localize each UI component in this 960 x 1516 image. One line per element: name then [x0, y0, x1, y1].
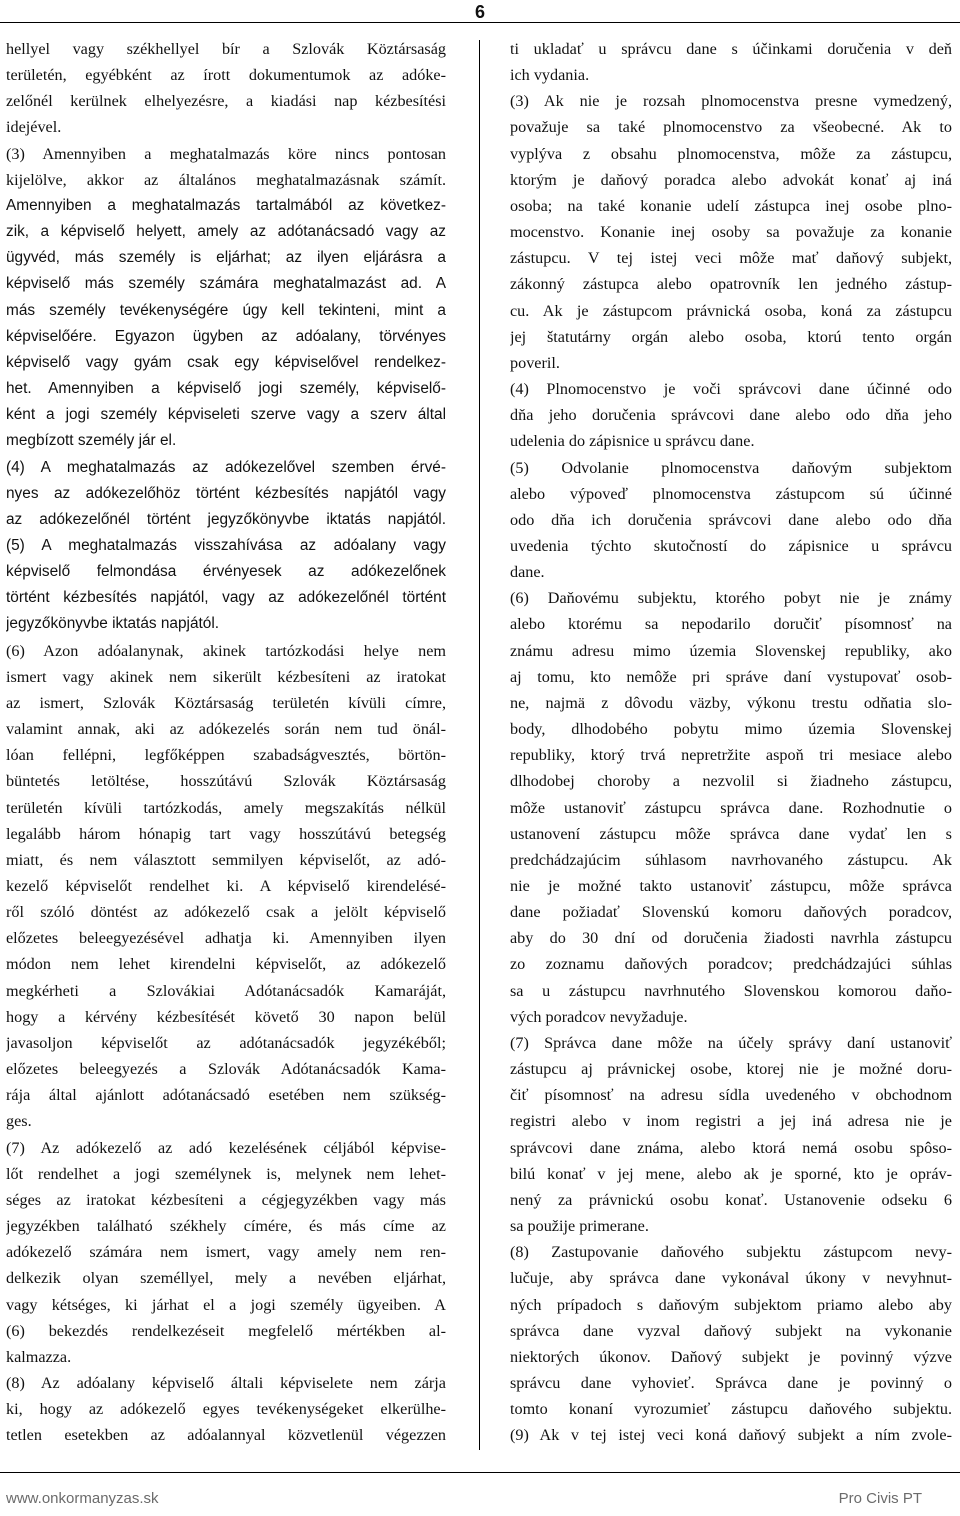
- text-line: valamint annak, aki az adókezelés során nem tud önál-: [6, 720, 446, 739]
- text-line: bilú konať v jej mene, alebo ak je sporné, kto je opráv-: [510, 1164, 952, 1183]
- footer-website: www.onkormanyzas.sk: [6, 1490, 159, 1507]
- text-line: het. Amennyiben a képviselő jogi személy, képviselő-: [6, 380, 446, 398]
- text-line: történt kézbesítés napjától, vagy az adókezelőnél történt: [6, 589, 446, 607]
- text-line: správcovi dane známa, alebo ktorá nemá osobu spôso-: [510, 1138, 952, 1157]
- text-line: ként a jogi személy képviseleti szerve vagy a szerv által: [6, 406, 446, 424]
- text-line: predchádzajúcim súhlasom navrhovaného zástupcu. Ak: [510, 850, 952, 869]
- text-line: zákonný zástupca alebo opatrovník len jedného zástup-: [510, 275, 952, 294]
- text-line: vagy kétséges, ki járhat el a jogi személy ügyeiben. A: [6, 1295, 446, 1314]
- text-line: sa použije primerane.: [510, 1217, 649, 1236]
- text-line: rája által ajánlott adótanácsadó esetében nem szükség-: [6, 1086, 446, 1105]
- text-line: zo zoznamu daňových poradcov; predchádzajúci súhlas: [510, 955, 952, 974]
- text-line: jej štatutárny orgán alebo osoba, ktorú tento orgán: [510, 327, 952, 346]
- text-line: képviselő vagy gyám csak egy képviselővel rendelkez-: [6, 353, 446, 371]
- text-line: jegyzékben található székhely címére, és más címe az: [6, 1217, 446, 1236]
- text-line: vyplýva z obsahu plnomocenstva, môže za zástupcu,: [510, 144, 952, 163]
- text-line: body, dlhodobého pobytu mimo územia Slovenskej: [510, 720, 952, 739]
- text-line: čiť písomnosť na adresu sídla uvedeného v obchodnom: [510, 1086, 952, 1105]
- text-line: az adókezelőnél történt jegyzőkönyvbe iktatás napjától.: [6, 510, 446, 528]
- text-line: kalmazza.: [6, 1347, 72, 1366]
- text-line: zik, a képviselő helyett, amely az adótanácsadó vagy az: [6, 223, 446, 241]
- text-line: lóan fellépni, legfőképpen szabadságvesztés, börtön-: [6, 746, 446, 765]
- text-line: módon nem lehet kirendelni képviselőt, az adókezelő: [6, 955, 446, 974]
- text-line: ki, hogy az adókezelő egyes tevékenységeket elkerülhe-: [6, 1400, 446, 1419]
- text-line: vých poradcov nevyžaduje.: [510, 1007, 688, 1026]
- text-line: (7) Správca dane môže na účely správy daní ustanoviť: [510, 1033, 952, 1052]
- text-line: (8) Zastupovanie daňového subjektu zástupcom nevy-: [510, 1243, 952, 1262]
- text-line: jegyzőkönyvbe iktatás napjától.: [6, 615, 220, 633]
- footer-rule: [0, 1472, 960, 1473]
- text-line: (3) Ak nie je rozsah plnomocenstva presne vymedzený,: [510, 92, 952, 111]
- text-line: megkérheti a Szlovákiai Adótanácsadók Kamaráját,: [6, 981, 446, 1000]
- text-line: ismert vagy akinek nem sikerült kézbesíteni az iratokat: [6, 667, 446, 686]
- text-line: séges az iratokat kézbesíteni a cégjegyzékben vagy más: [6, 1190, 446, 1209]
- text-line: nyes az adókezelőhöz történt kézbesítés napjától vagy: [6, 484, 446, 502]
- text-line: (6) Daňovému subjektu, ktorého pobyt nie je známy: [510, 589, 952, 608]
- text-line: (4) Plnomocenstvo je voči správcovi dane účinné odo: [510, 380, 952, 399]
- text-line: lučuje, aby správca dane vykonával úkony v nevyhnut-: [510, 1269, 952, 1288]
- text-line: ne, najmä z dôvodu väzby, výkonu trestu odňatia slo-: [510, 693, 952, 712]
- text-line: udelenia do zápisnice u správcu dane.: [510, 432, 755, 451]
- text-line: cu. Ak je zástupcom právnická osoba, koná za zástupcu: [510, 301, 952, 320]
- text-line: (6) Azon adóalanynak, akinek tartózkodási helye nem: [6, 641, 446, 660]
- text-line: ges.: [6, 1112, 32, 1131]
- text-line: az ismert, Szlovák Köztársaság területén kívüli címre,: [6, 693, 446, 712]
- text-line: (8) Az adóalany képviselő általi képviselete nem zárja: [6, 1373, 446, 1392]
- text-line: Amennyiben a meghatalmazás tartalmából az következ-: [6, 196, 446, 214]
- text-line: známu adresu mimo územia Slovenskej republiky, ako: [510, 641, 952, 660]
- page-number: 6: [474, 2, 485, 22]
- text-line: tetlen esetekben az adóalannyal közvetlenül végezzen: [6, 1426, 446, 1445]
- header-rule: [0, 22, 960, 23]
- text-line: alebo ktorému sa nepodarilo doručiť písomnosť na: [510, 615, 952, 634]
- text-line: zástupcu. V tej istej veci môže mať daňový subjekt,: [510, 249, 952, 268]
- text-line: kezelő képviselőt rendelhet ki. A képviselő kirendelésé-: [6, 877, 446, 895]
- text-line: dane požiadať Slovenskú komoru daňových poradcov,: [510, 903, 952, 922]
- text-line: képviselő felmondása érvényesek az adókezelőnek: [6, 563, 446, 581]
- text-line: területén, egyébként az írott dokumentumok az adóke-: [6, 66, 446, 85]
- text-line: dane.: [510, 563, 545, 582]
- text-line: alebo výpoveď plnomocenstva zástupcom sú účinné: [510, 484, 952, 503]
- text-line: más személy tevékenységére úgy kell tekinteni, mint a: [6, 301, 446, 319]
- text-line: képviselőére. Egyazon ügyben az adóalany, törvényes: [6, 327, 446, 345]
- text-line: niektorých úkonov. Daňový subjekt je povinný výzve: [510, 1347, 952, 1366]
- text-line: ti ukladať u správcu dane s účinkami doručenia v deň: [510, 40, 952, 58]
- text-line: považuje sa také plnomocenstvo za všeobecné. Ak to: [510, 118, 952, 137]
- text-line: nený za právnickú osobu konať. Ustanovenie odseku 6: [510, 1190, 952, 1209]
- text-line: republiky, ktorý trvá nepretržite aspoň tri mesiace alebo: [510, 746, 952, 765]
- text-line: osoba; na také konanie udelí zástupca inej osobe plno-: [510, 196, 952, 215]
- right-column-slovak: [510, 36, 952, 1456]
- text-line: ügyvéd, más személy is eljárhat; az ilyen eljárásra a: [6, 249, 446, 267]
- text-line: aj tomu, kto nemôže pri správe daní vystupovať osob-: [510, 667, 952, 686]
- text-line: poveril.: [510, 353, 560, 372]
- text-line: büntetés letöltése, hosszútávú Szlovák Köztársaság: [6, 772, 446, 791]
- text-line: idejével.: [6, 118, 62, 137]
- text-line: dňa jeho doručenia správcovi dane alebo odo dňa jeho: [510, 406, 952, 425]
- column-divider: [479, 40, 480, 1450]
- text-line: előzetes beleegyezés a Szlovák Adótanácsadók Kama-: [6, 1060, 446, 1079]
- text-line: előzetes beleegyezésével adhatja ki. Amennyiben ilyen: [6, 929, 446, 948]
- text-line: ich vydania.: [510, 66, 590, 85]
- text-line: uvedenia týchto skutočností do zápisnice u správcu: [510, 536, 952, 555]
- text-line: hogy a kérvény kézbesítését követő 30 napon belül: [6, 1007, 446, 1026]
- text-line: aby do 30 dní od doručenia žiadosti navrhla zástupcu: [510, 929, 952, 948]
- text-line: lőt rendelhet a jogi személynek is, melynek nem lehet-: [6, 1164, 446, 1183]
- text-line: sa u zástupcu navrhnutého Slovenskou komorou daňo-: [510, 981, 952, 1000]
- text-line: správcu dane vyhovieť. Správca dane je povinný o: [510, 1373, 952, 1392]
- text-line: môže ustanoviť zástupcu správca dane. Rozhodnutie o: [510, 798, 952, 817]
- text-line: dlhodobej choroby a nezvolil si žiadneho zástupcu,: [510, 772, 952, 791]
- text-line: javasoljon képviselőt az adótanácsadók jegyzékéből;: [6, 1033, 446, 1052]
- text-line: nie je možné takto ustanoviť zástupcu, môže správca: [510, 877, 952, 895]
- text-line: tomto konaní vyrozumieť zástupcu daňového subjektu.: [510, 1400, 952, 1419]
- text-line: (4) A meghatalmazás az adókezelővel szemben érvé-: [6, 458, 446, 476]
- text-line: (5) Odvolanie plnomocenstva daňovým subjektom: [510, 458, 952, 477]
- footer-publisher: Pro Civis PT: [838, 1490, 922, 1507]
- text-line: (9) Ak v tej istej veci koná daňový subjekt a ním zvole-: [510, 1426, 952, 1445]
- text-line: megbízott személy jár el.: [6, 432, 177, 450]
- text-line: správca dane vyzval daňový subjekt na vykonanie: [510, 1321, 952, 1340]
- text-line: területén kívüli tartózkodás, amely megszakítás nélkül: [6, 798, 446, 817]
- text-line: adókezelő számára nem ismert, vagy amely nem ren-: [6, 1243, 446, 1262]
- text-line: delkezik olyan személlyel, mely a nevében eljárhat,: [6, 1269, 446, 1288]
- text-line: ktorým je daňový poradca alebo advokát konať aj iná: [510, 170, 952, 189]
- text-line: zelőnél kerülnek elhelyezésre, a kiadási nap kézbesítési: [6, 92, 446, 111]
- text-line: (5) A meghatalmazás visszahívása az adóalany vagy: [6, 536, 446, 554]
- text-line: mocenstvo. Konanie inej osoby sa považuje za konanie: [510, 223, 952, 242]
- text-line: legalább három hónapig tart vagy hosszútávú betegség: [6, 824, 446, 843]
- text-line: (6) bekezdés rendelkezéseit megfelelő mértékben al-: [6, 1321, 446, 1340]
- text-line: miatt, és nem választott semmilyen képviselőt, az adó-: [6, 850, 446, 869]
- text-line: képviselő más személy számára meghatalmazást ad. A: [6, 275, 446, 293]
- text-line: ných prípadoch s daňovým subjektom priamo alebo aby: [510, 1295, 952, 1314]
- text-line: registri alebo v inom registri a jej iná adresa nie je: [510, 1112, 952, 1131]
- text-line: ről szóló döntést az adókezelő csak a jelölt képviselő: [6, 903, 446, 922]
- text-line: zástupcu aj právnickej osobe, ktorej nie je možné doru-: [510, 1060, 952, 1079]
- text-line: kijelölve, akkor az általános meghatalmazásnak számít.: [6, 170, 446, 189]
- text-line: odo dňa ich doručenia správcovi dane alebo odo dňa: [510, 510, 952, 529]
- text-line: hellyel vagy székhellyel bír a Szlovák Köztársaság: [6, 40, 446, 58]
- text-line: (7) Az adókezelő az adó kezelésének céljából képvise-: [6, 1138, 446, 1157]
- left-column-hungarian: [6, 36, 446, 1456]
- text-line: ustanovení zástupcu môže správca dane vydať len s: [510, 824, 952, 843]
- text-line: (3) Amennyiben a meghatalmazás köre nincs pontosan: [6, 144, 446, 163]
